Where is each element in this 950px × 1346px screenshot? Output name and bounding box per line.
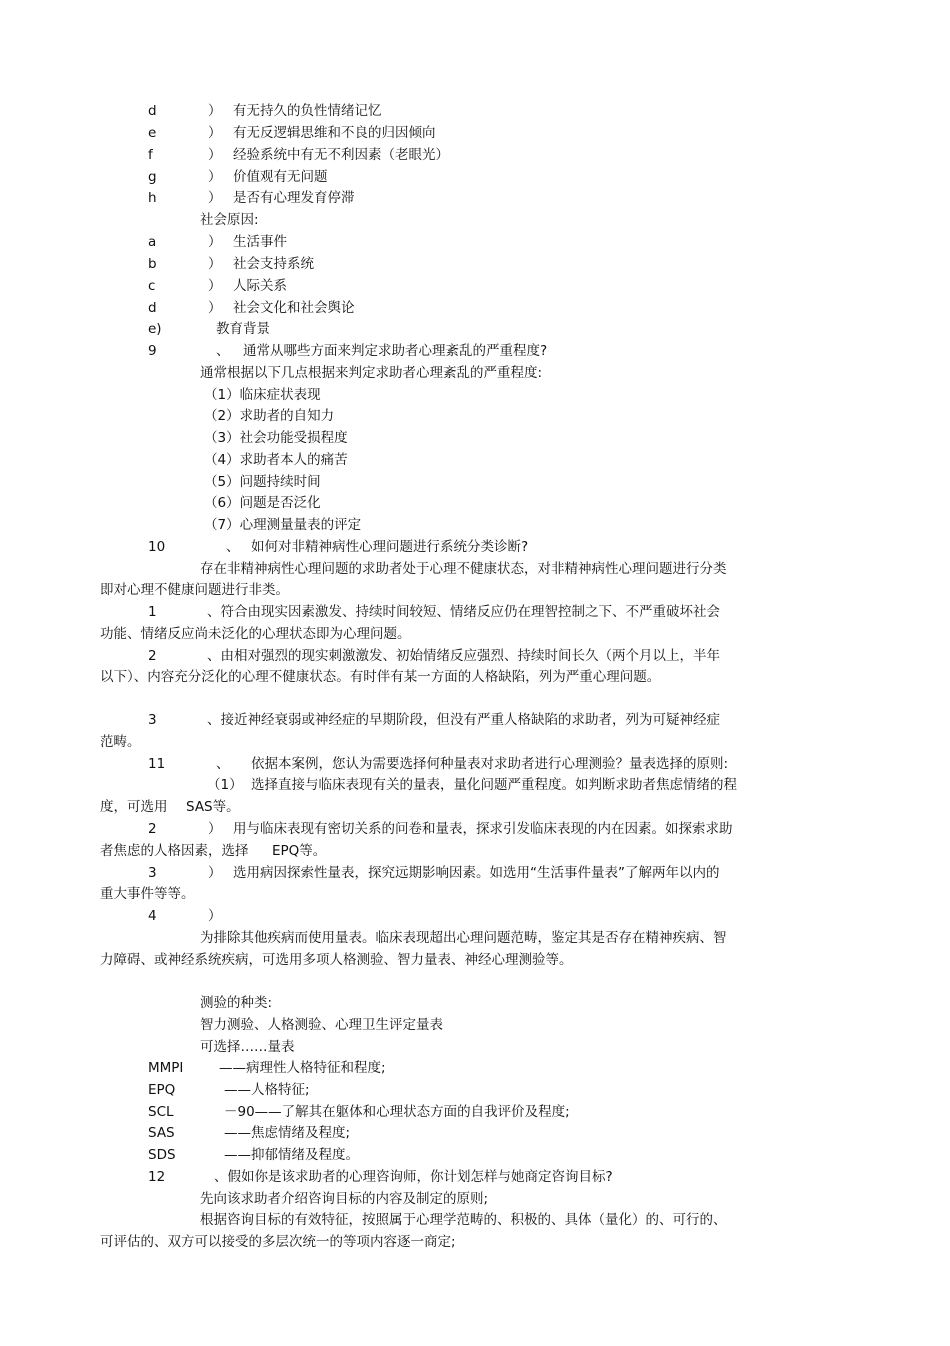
list-item-text: 经验系统中有无不利因素（老眼光） <box>233 147 449 163</box>
list-item-text: 社会支持系统 <box>233 256 314 272</box>
point-number: 1 <box>148 604 157 620</box>
paragraph-line: 选用病因探索性量表，探究远期影响因素。如选用“生活事件量表”了解两年以内的 <box>233 865 720 881</box>
section-heading: 测验的种类: <box>200 995 273 1011</box>
paragraph-line: EPQ等。 <box>272 843 327 859</box>
list-marker: h <box>148 190 157 206</box>
answer-point: （1）临床症状表现 <box>204 387 321 403</box>
list-marker: e <box>148 125 157 141</box>
point-number: 3 <box>148 865 157 881</box>
paragraph-line: 重大事件等等。 <box>100 886 195 902</box>
paragraph-line: 即对心理不健康问题进行非类。 <box>100 582 289 598</box>
question-text: 通常从哪些方面来判定求助者心理紊乱的严重程度? <box>243 343 548 359</box>
answer-point: （2）求助者的自知力 <box>204 408 335 424</box>
scale-desc: ——人格特征; <box>224 1082 310 1098</box>
section-heading: 社会原因: <box>200 212 259 228</box>
question-number: 12 <box>148 1169 166 1185</box>
paragraph-line: 功能、情绪反应尚未泛化的心理状态即为心理问题。 <box>100 626 411 642</box>
question-text: 、假如你是该求助者的心理咨询师，你计划怎样与她商定咨询目标? <box>214 1169 613 1185</box>
list-paren: ） <box>208 908 222 924</box>
question-text: 依据本案例，您认为需要选择何种量表对求助者进行心理测验？量表选择的原则: <box>251 756 729 772</box>
list-paren: ） <box>208 169 222 185</box>
list-item-text: 有无持久的负性情绪记忆 <box>233 103 382 119</box>
paragraph-line: 智力测验、人格测验、心理卫生评定量表 <box>200 1017 443 1033</box>
answer-intro: 通常根据以下几点根据来判定求助者心理紊乱的严重程度: <box>200 365 543 381</box>
list-item-text: 是否有心理发育停滞 <box>233 190 355 206</box>
question-text: 如何对非精神病性心理问题进行系统分类诊断? <box>251 539 529 555</box>
paragraph-line: 度，可选用 <box>100 799 168 815</box>
question-separator: 、 <box>226 539 240 555</box>
paragraph-line: 以下）、内容充分泛化的心理不健康状态。有时伴有某一方面的人格缺陷，列为严重心理问题。 <box>100 669 661 685</box>
scale-desc: ——焦虑情绪及程度; <box>224 1125 351 1141</box>
list-paren: ） <box>208 300 222 316</box>
scale-abbr: SDS <box>148 1147 176 1163</box>
answer-point: （3）社会功能受损程度 <box>204 430 348 446</box>
point-number: 2 <box>148 648 157 664</box>
list-marker: b <box>148 256 157 272</box>
list-marker: e) <box>148 321 162 337</box>
list-paren: ） <box>208 278 222 294</box>
paragraph-line: 、由相对强烈的现实刺激激发、初始情绪反应强烈、持续时间长久（两个月以上，半年 <box>207 648 720 664</box>
point-number: （1） <box>207 777 243 793</box>
list-item-text: 教育背景 <box>216 321 270 337</box>
scale-desc: －90——了解其在躯体和心理状态方面的自我评价及程度; <box>224 1104 570 1120</box>
question-number: 10 <box>148 539 166 555</box>
paragraph-line: 先向该求助者介绍咨询目标的内容及制定的原则; <box>200 1191 489 1207</box>
question-separator: 、 <box>216 756 230 772</box>
list-paren: ） <box>208 190 222 206</box>
list-item-text: 价值观有无问题 <box>233 169 328 185</box>
list-paren: ） <box>208 821 222 837</box>
point-number: 2 <box>148 821 157 837</box>
list-item-text: 人际关系 <box>233 278 287 294</box>
list-marker: g <box>148 169 157 185</box>
scale-abbr: SCL <box>148 1104 174 1120</box>
answer-point: （6）问题是否泛化 <box>204 495 321 511</box>
paragraph-line: 存在非精神病性心理问题的求助者处于心理不健康状态，对非精神病性心理问题进行分类 <box>200 561 727 577</box>
list-marker: c <box>148 278 156 294</box>
paragraph-line: 选择直接与临床表现有关的量表，量化问题严重程度。如判断求助者焦虑情绪的程 <box>251 777 737 793</box>
scale-abbr: MMPI <box>148 1060 184 1076</box>
scale-abbr: SAS <box>148 1125 175 1141</box>
question-separator: 、 <box>216 343 230 359</box>
list-paren: ） <box>208 865 222 881</box>
list-item-text: 有无反逻辑思维和不良的归因倾向 <box>233 125 436 141</box>
scale-desc: ——病理性人格特征和程度; <box>219 1060 386 1076</box>
list-item-text: 社会文化和社会舆论 <box>233 300 355 316</box>
paragraph-line: 范畴。 <box>100 734 141 750</box>
point-number: 3 <box>148 712 157 728</box>
list-marker: d <box>148 300 157 316</box>
list-marker: a <box>148 234 157 250</box>
list-paren: ） <box>208 234 222 250</box>
paragraph-line: 根据咨询目标的有效特征，按照属于心理学范畴的、积极的、具体（量化）的、可行的、 <box>200 1212 727 1228</box>
list-paren: ） <box>208 147 222 163</box>
answer-point: （7）心理测量量表的评定 <box>204 517 362 533</box>
question-number: 11 <box>148 756 166 772</box>
point-number: 4 <box>148 908 157 924</box>
paragraph-line: 、接近神经衰弱或神经症的早期阶段，但没有严重人格缺陷的求助者，列为可疑神经症 <box>207 712 720 728</box>
scale-desc: ——抑郁情绪及程度。 <box>224 1147 359 1163</box>
answer-point: （5）问题持续时间 <box>204 474 321 490</box>
list-marker: d <box>148 103 157 119</box>
paragraph-line: 者焦虑的人格因素，选择 <box>100 843 249 859</box>
paragraph-line: 力障碍、或神经系统疾病，可选用多项人格测验、智力量表、神经心理测验等。 <box>100 952 573 968</box>
list-paren: ） <box>208 125 222 141</box>
list-item-text: 生活事件 <box>233 234 287 250</box>
paragraph-line: 为排除其他疾病而使用量表。临床表现超出心理问题范畴，鉴定其是否存在精神疾病、智 <box>200 930 727 946</box>
paragraph-line: 可评估的、双方可以接受的多层次统一的等项内容逐一商定; <box>100 1234 456 1250</box>
paragraph-line: SAS等。 <box>186 799 240 815</box>
list-marker: f <box>148 147 153 163</box>
question-number: 9 <box>148 343 157 359</box>
paragraph-line: 可选择……量表 <box>200 1039 295 1055</box>
scale-abbr: EPQ <box>148 1082 176 1098</box>
paragraph-line: 用与临床表现有密切关系的问卷和量表，探求引发临床表现的内在因素。如探索求助 <box>233 821 733 837</box>
list-paren: ） <box>208 103 222 119</box>
list-paren: ） <box>208 256 222 272</box>
answer-point: （4）求助者本人的痛苦 <box>204 452 348 468</box>
paragraph-line: 、符合由现实因素激发、持续时间较短、情绪反应仍在理智控制之下、不严重破坏社会 <box>207 604 720 620</box>
